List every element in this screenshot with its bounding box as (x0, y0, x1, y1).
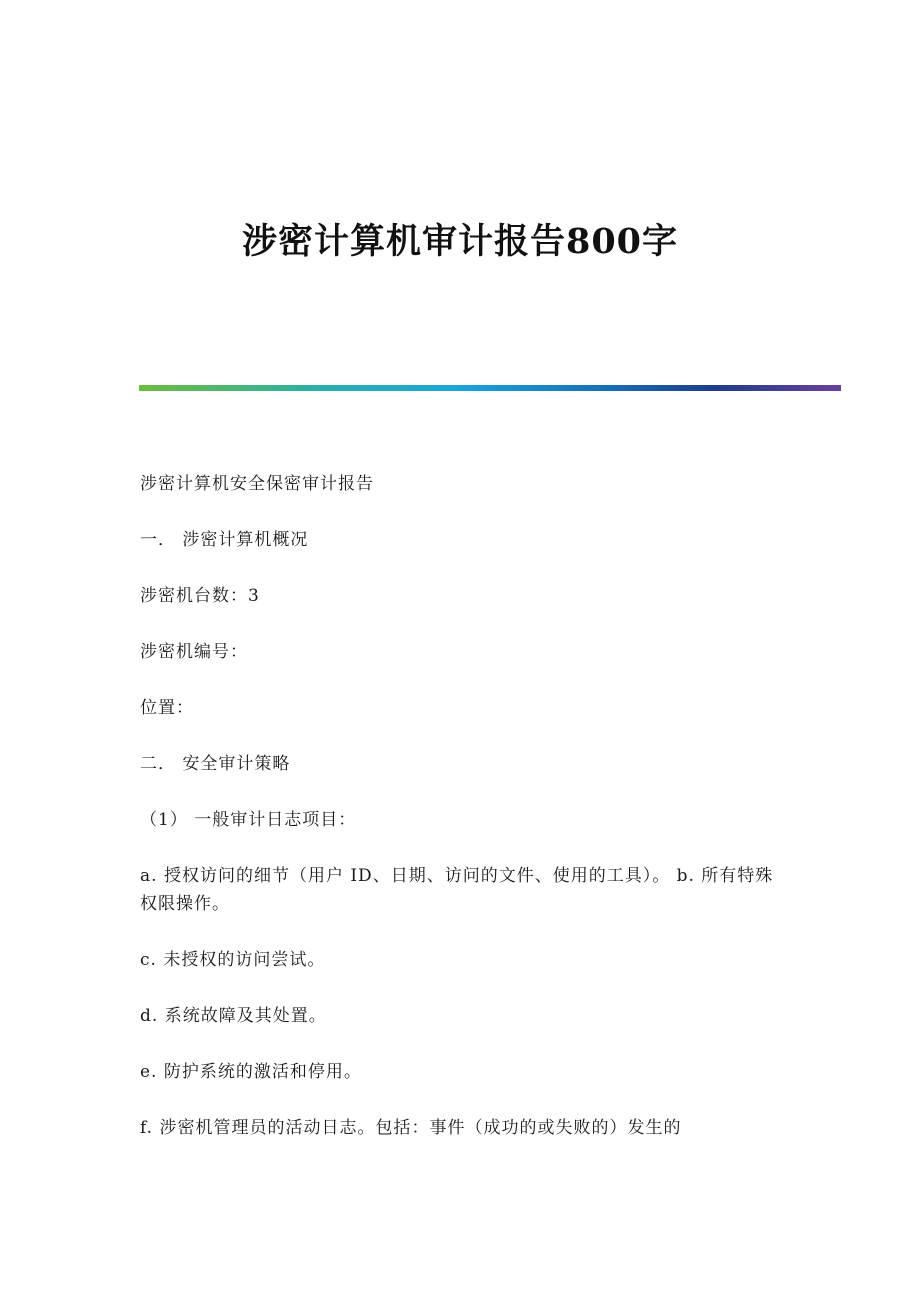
location: 位置： (140, 698, 194, 718)
document-body (140, 470, 790, 1170)
report-heading: 涉密计算机安全保密审计报告 (140, 474, 374, 494)
page-title: 涉密计算机审计报告800字 (241, 221, 679, 262)
subsection-general-log-items: （1） 一般审计日志项目： (140, 810, 357, 830)
list-item-e: e. 防护系统的激活和停用。 (140, 1062, 362, 1082)
list-item-a-b: a. 授权访问的细节（用户 ID、日期、访问的文件、使用的工具）。 b. 所有特殊权限操作。 (140, 866, 774, 914)
list-item-c: c. 未授权的访问尝试。 (140, 950, 326, 970)
computer-id: 涉密机编号： (140, 642, 248, 662)
list-item-f: f. 涉密机管理员的活动日志。包括：事件（成功的或失败的）发生的 (140, 1118, 682, 1138)
computer-count: 涉密机台数：3 (140, 586, 260, 606)
title-divider (139, 385, 841, 391)
section-heading-overview: 一． 涉密计算机概况 (140, 530, 309, 550)
section-heading-audit-policy: 二． 安全审计策略 (140, 754, 291, 774)
list-item-d: d. 系统故障及其处置。 (140, 1006, 327, 1026)
